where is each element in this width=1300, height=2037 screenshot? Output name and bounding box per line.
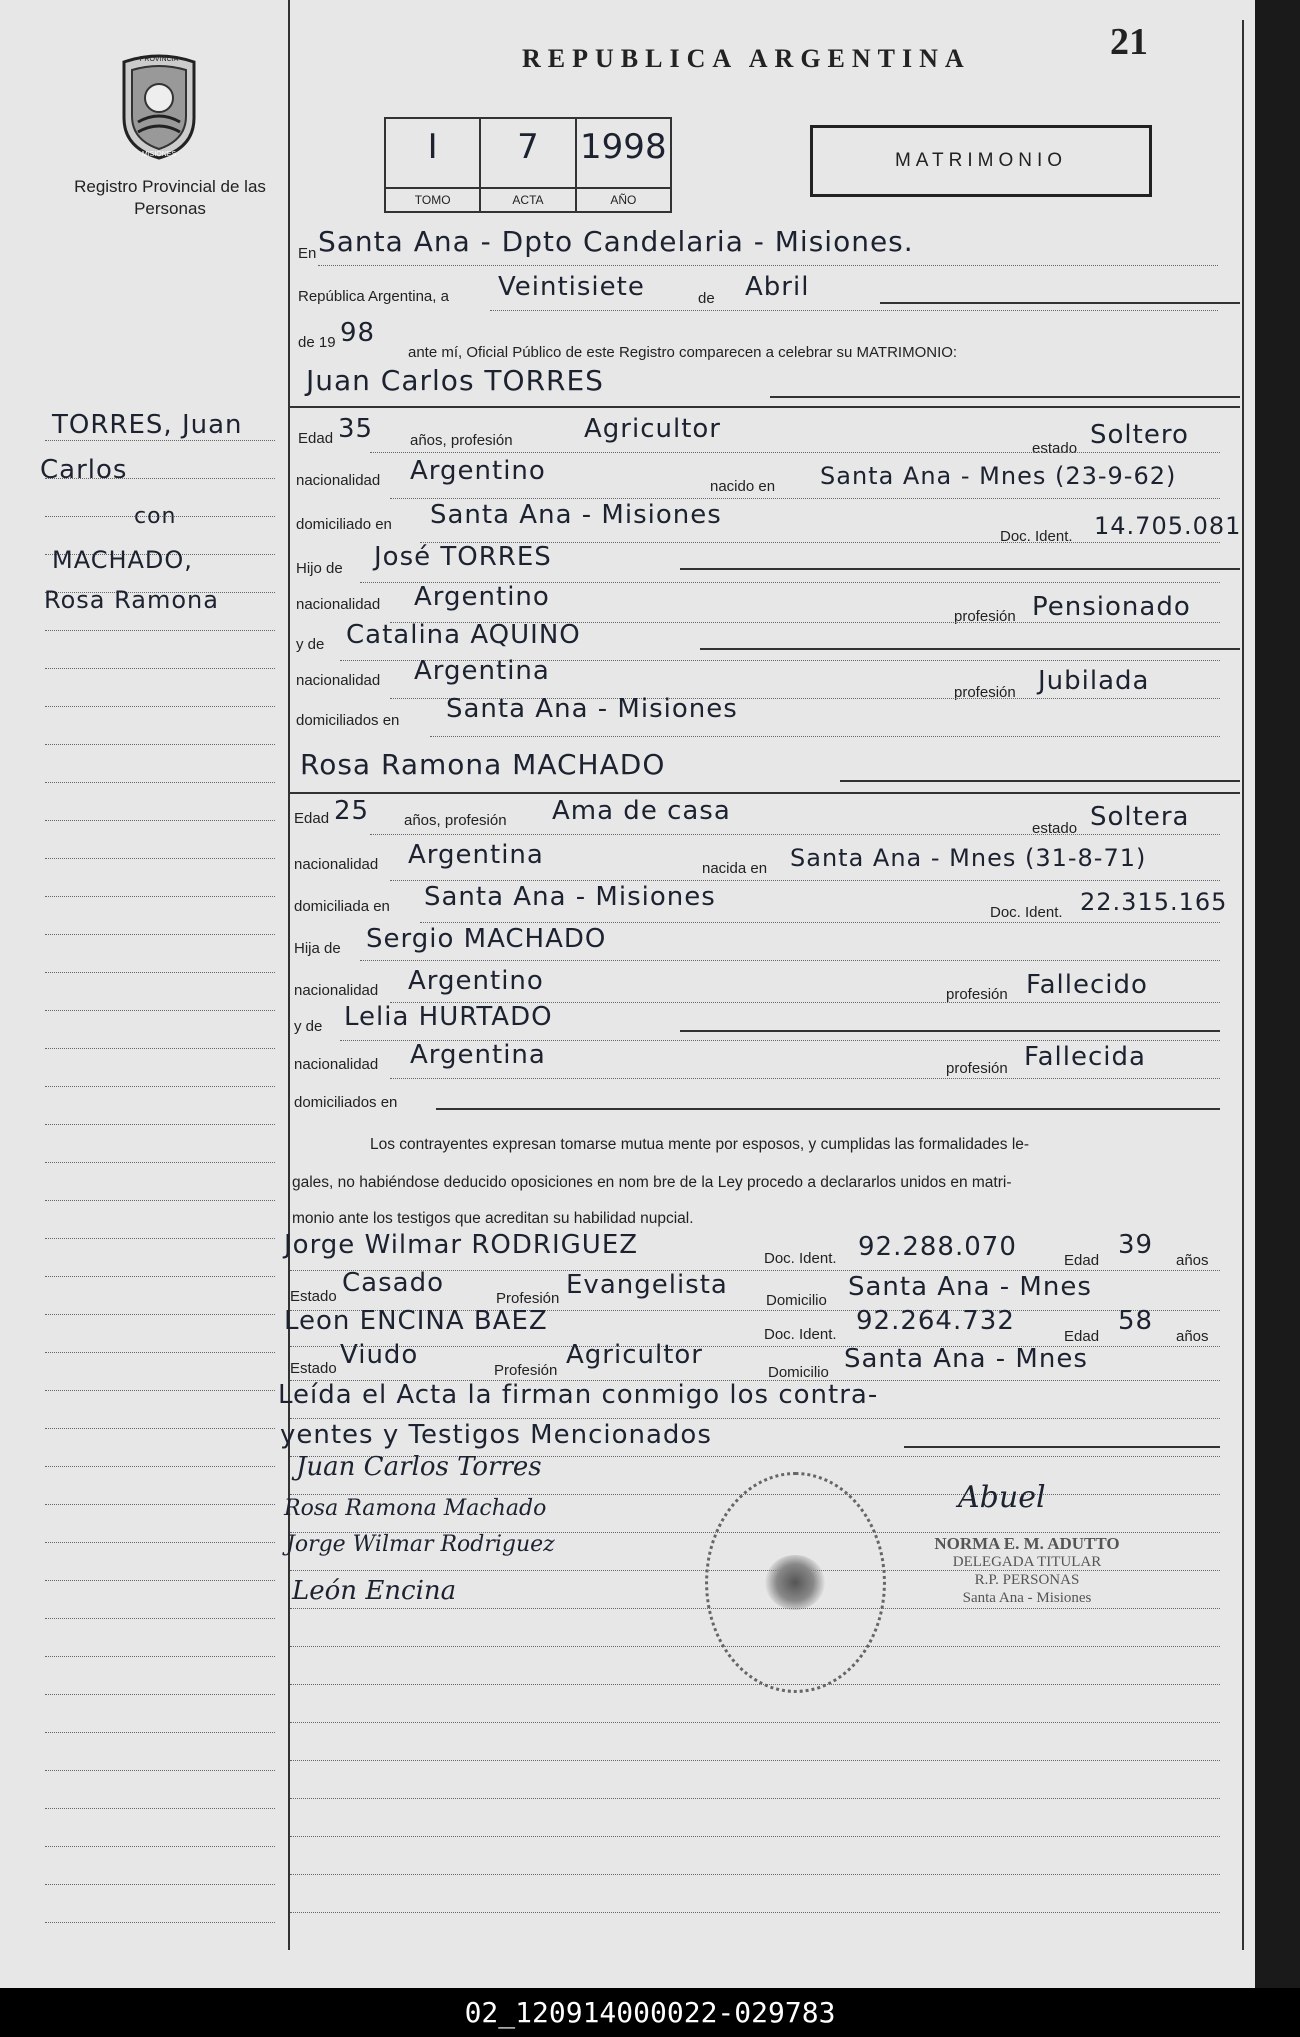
witness2-prof-label: Profesión	[494, 1362, 558, 1379]
line	[290, 1798, 1220, 1799]
bride-profession: Ama de casa	[552, 796, 731, 826]
bride-born-label: nacida en	[702, 860, 768, 877]
svg-text:PROVINCIA: PROVINCIA	[139, 56, 179, 63]
line	[430, 736, 1220, 737]
month-value: Abril	[745, 272, 810, 302]
groom-born-label: nacido en	[710, 478, 776, 495]
margin-line	[45, 1048, 275, 1049]
registry-name: Registro Provincial de las Personas	[74, 177, 266, 218]
record-type-box: MATRIMONIO	[810, 125, 1152, 197]
line	[290, 1912, 1220, 1913]
witness2-estado: Viudo	[340, 1340, 419, 1370]
margin-line	[45, 1124, 275, 1125]
witness2-doc-label: Doc. Ident.	[764, 1326, 837, 1343]
ano-label: AÑO	[577, 187, 670, 211]
bride-estado-label: estado	[1032, 820, 1078, 837]
declaration-line1: Los contrayentes expresan tomarse mutua mente por esposos, y cumplidas las formalidades le-	[370, 1136, 1030, 1153]
margin-line	[45, 896, 275, 897]
margin-line	[45, 1086, 275, 1087]
groom-mother: Catalina AQUINO	[346, 620, 581, 650]
country-title: REPUBLICA ARGENTINA	[522, 44, 971, 73]
bride-father: Sergio MACHADO	[366, 924, 607, 954]
bride-father-prof-label: profesión	[946, 986, 1008, 1003]
margin-line	[45, 1618, 275, 1619]
margin-line	[45, 1694, 275, 1695]
margin-line	[45, 1162, 275, 1163]
groom-doc: 14.705.081	[1094, 512, 1242, 540]
day-value: Veintisiete	[498, 272, 645, 302]
closing-line1: Leída el Acta la firman conmigo los contra-	[278, 1380, 879, 1410]
witness1-age: 39	[1118, 1230, 1154, 1260]
line	[770, 396, 1240, 398]
bride-mother-label: y de	[294, 1018, 323, 1035]
line	[290, 1760, 1220, 1761]
bride-age: 25	[334, 796, 370, 826]
line	[290, 1418, 1220, 1419]
groom-father: José TORRES	[374, 542, 552, 572]
official-office: R.P. PERSONAS	[974, 1572, 1080, 1588]
margin-line	[45, 1466, 275, 1467]
margin-line	[45, 1352, 275, 1353]
bride-dom-label: domiciliada en	[294, 898, 390, 915]
groom-mother-nat: Argentina	[414, 656, 550, 686]
right-column-rule	[1242, 20, 1244, 1950]
groom-profession: Agricultor	[584, 414, 721, 444]
groom-father-label: Hijo de	[296, 560, 343, 577]
tomo-label: TOMO	[386, 187, 479, 211]
en-label: En	[298, 245, 317, 262]
line	[490, 310, 1218, 311]
witness1-prof: Evangelista	[566, 1270, 728, 1300]
line	[700, 648, 1240, 650]
margin-line	[45, 1010, 275, 1011]
groom-age-suffix: años, profesión	[410, 432, 513, 449]
margin-line	[45, 1200, 275, 1201]
groom-estado-label: estado	[1032, 440, 1078, 457]
bride-father-label: Hija de	[294, 940, 341, 957]
witness1-name: Jorge Wilmar RODRIGUEZ	[284, 1230, 639, 1260]
witness2-estado-label: Estado	[290, 1360, 337, 1377]
margin-line	[45, 858, 275, 859]
groom-mother-prof: Jubilada	[1038, 666, 1150, 696]
line	[420, 922, 1220, 923]
year-value: 98	[340, 318, 376, 348]
groom-mother-prof-label: profesión	[954, 684, 1016, 701]
document-code: 02_120914000022-029783	[0, 1988, 1300, 2037]
bride-estado: Soltera	[1090, 802, 1190, 832]
bride-mother-prof: Fallecida	[1024, 1042, 1146, 1072]
margin-line	[45, 440, 275, 441]
groom-estado: Soltero	[1090, 420, 1189, 450]
line	[360, 960, 1220, 961]
acta-cell	[481, 119, 576, 211]
margin-line	[45, 1542, 275, 1543]
bride-age-suffix: años, profesión	[404, 812, 507, 829]
official-title: DELEGADA TITULAR	[952, 1554, 1102, 1570]
declaration-line3: monio ante los testigos que acreditan su habilidad nupcial.	[292, 1210, 694, 1227]
provincial-seal-icon	[118, 52, 200, 162]
bride-nationality: Argentina	[408, 840, 544, 870]
groom-nat-label: nacionalidad	[296, 472, 381, 489]
republic-label: República Argentina, a	[298, 288, 449, 305]
margin-annotation-line4: MACHADO,	[52, 546, 193, 574]
official-place: Santa Ana - Misiones	[962, 1590, 1092, 1606]
bride-domicile: Santa Ana - Misiones	[424, 882, 716, 912]
witness1-estado-label: Estado	[290, 1288, 337, 1305]
ano-value: 1998	[580, 127, 667, 167]
witness1-doc: 92.288.070	[858, 1232, 1017, 1262]
statement-text: ante mí, Oficial Público de este Registro comparecen a celebrar su MATRIMONIO:	[408, 344, 958, 361]
signature-witness1: Jorge Wilmar Rodriguez	[286, 1532, 555, 1557]
record-numbers	[384, 117, 672, 213]
margin-line	[45, 1238, 275, 1239]
margin-line	[45, 1656, 275, 1657]
bride-nat-label: nacionalidad	[294, 856, 379, 873]
closing-line2: yentes y Testigos Mencionados	[280, 1420, 712, 1450]
line	[680, 568, 1240, 570]
witness2-age-suffix: años	[1176, 1328, 1209, 1345]
bride-born: Santa Ana - Mnes (31-8-71)	[790, 844, 1147, 872]
tomo-value: I	[427, 127, 438, 167]
bride-mother-prof-label: profesión	[946, 1060, 1008, 1077]
margin-annotation-line2: Carlos	[40, 455, 128, 485]
groom-dom-label: domiciliado en	[296, 516, 392, 533]
line	[880, 302, 1240, 304]
groom-father-nat-label: nacionalidad	[296, 596, 381, 613]
margin-line	[45, 744, 275, 745]
stamp-emblem	[765, 1555, 825, 1610]
line	[904, 1446, 1220, 1448]
line	[290, 1684, 1220, 1685]
witness1-age-label: Edad	[1064, 1252, 1100, 1269]
bride-doc-label: Doc. Ident.	[990, 904, 1063, 921]
groom-doc-label: Doc. Ident.	[1000, 528, 1073, 545]
margin-line	[45, 1770, 275, 1771]
de-label: de	[698, 290, 715, 307]
line	[290, 1874, 1220, 1875]
scan-edge	[1255, 0, 1300, 1988]
left-column-rule	[288, 0, 290, 1950]
witness1-dom: Santa Ana - Mnes	[848, 1272, 1092, 1302]
margin-line	[45, 1428, 275, 1429]
witness1-estado: Casado	[342, 1268, 444, 1298]
witness1-dom-label: Domicilio	[766, 1292, 827, 1309]
svg-text:MISIONES: MISIONES	[141, 151, 177, 158]
bride-mother: Lelia HURTADO	[344, 1002, 553, 1032]
groom-father-nat: Argentino	[414, 582, 550, 612]
line	[390, 1078, 1220, 1079]
witness1-doc-label: Doc. Ident.	[764, 1250, 837, 1267]
groom-domicile: Santa Ana - Misiones	[430, 500, 722, 530]
margin-line	[45, 1922, 275, 1923]
signature-witness2: León Encina	[292, 1576, 457, 1606]
line	[290, 1836, 1220, 1837]
groom-name: Juan Carlos TORRES	[306, 364, 604, 397]
groom-father-prof: Pensionado	[1032, 592, 1191, 622]
margin-line	[45, 782, 275, 783]
bride-father-prof: Fallecido	[1026, 970, 1148, 1000]
witness2-doc: 92.264.732	[856, 1306, 1015, 1336]
margin-line	[45, 1732, 275, 1733]
official-round-stamp	[705, 1472, 886, 1693]
acta-label: ACTA	[481, 187, 574, 211]
margin-line	[45, 706, 275, 707]
place-value: Santa Ana - Dpto Candelaria - Misiones.	[318, 225, 914, 258]
declaration-line2: gales, no habiéndose deducido oposiciones en nom bre de la Ley procedo a declararlos unidos en matri-	[292, 1174, 1012, 1191]
groom-parents-dom-label: domiciliados en	[296, 712, 400, 729]
line	[290, 406, 1240, 408]
groom-age-label: Edad	[298, 430, 334, 447]
bride-father-nat-label: nacionalidad	[294, 982, 379, 999]
margin-line	[45, 1504, 275, 1505]
line	[370, 834, 1220, 835]
witness2-dom-label: Domicilio	[768, 1364, 829, 1381]
margin-line	[45, 1390, 275, 1391]
official-name: NORMA E. M. ADUTTO	[934, 1534, 1120, 1553]
signature-official: Abuel	[958, 1480, 1046, 1515]
groom-father-prof-label: profesión	[954, 608, 1016, 625]
witness1-age-suffix: años	[1176, 1252, 1209, 1269]
margin-line	[45, 1580, 275, 1581]
line	[436, 1108, 1220, 1110]
margin-line	[45, 1808, 275, 1809]
acta-value: 7	[517, 127, 539, 167]
witness2-age: 58	[1118, 1306, 1154, 1336]
groom-nationality: Argentino	[410, 456, 546, 486]
bride-parents-dom-label: domiciliados en	[294, 1094, 398, 1111]
line	[390, 880, 1220, 881]
signature-bride: Rosa Ramona Machado	[284, 1496, 547, 1521]
witness1-prof-label: Profesión	[496, 1290, 560, 1307]
witness2-dom: Santa Ana - Mnes	[844, 1344, 1088, 1374]
margin-line	[45, 1884, 275, 1885]
line	[840, 780, 1240, 782]
margin-line	[45, 934, 275, 935]
year-label: de 19	[298, 334, 336, 351]
margin-line	[45, 668, 275, 669]
margin-line	[45, 1846, 275, 1847]
line	[680, 1030, 1220, 1032]
margin-annotation-line5: Rosa Ramona	[44, 586, 219, 614]
line	[390, 498, 1220, 499]
line	[290, 792, 1240, 794]
margin-line	[45, 1314, 275, 1315]
line	[318, 265, 1218, 266]
official-name-stamp	[912, 1535, 1142, 1607]
margin-line	[45, 1276, 275, 1277]
tomo-cell	[386, 119, 481, 211]
groom-age: 35	[338, 414, 374, 444]
bride-name: Rosa Ramona MACHADO	[300, 748, 666, 781]
groom-mother-nat-label: nacionalidad	[296, 672, 381, 689]
bride-mother-nat-label: nacionalidad	[294, 1056, 379, 1073]
groom-born: Santa Ana - Mnes (23-9-62)	[820, 462, 1177, 490]
margin-line	[45, 972, 275, 973]
bride-doc: 22.315.165	[1080, 888, 1228, 916]
witness2-age-label: Edad	[1064, 1328, 1100, 1345]
bride-age-label: Edad	[294, 810, 330, 827]
groom-mother-label: y de	[296, 636, 325, 653]
line	[290, 1722, 1220, 1723]
margin-annotation-line1: TORRES, Juan	[52, 410, 243, 440]
margin-line	[45, 820, 275, 821]
bride-mother-nat: Argentina	[410, 1040, 546, 1070]
signature-groom: Juan Carlos Torres	[296, 1452, 542, 1482]
witness2-name: Leon ENCINA BAEZ	[284, 1306, 548, 1336]
margin-line	[45, 630, 275, 631]
witness2-prof: Agricultor	[566, 1340, 703, 1370]
ano-cell	[577, 119, 670, 211]
groom-parents-dom: Santa Ana - Misiones	[446, 694, 738, 724]
margin-annotation-line3: con	[134, 504, 177, 529]
page-number: 21	[1110, 21, 1148, 63]
line	[370, 452, 1220, 453]
bride-father-nat: Argentino	[408, 966, 544, 996]
